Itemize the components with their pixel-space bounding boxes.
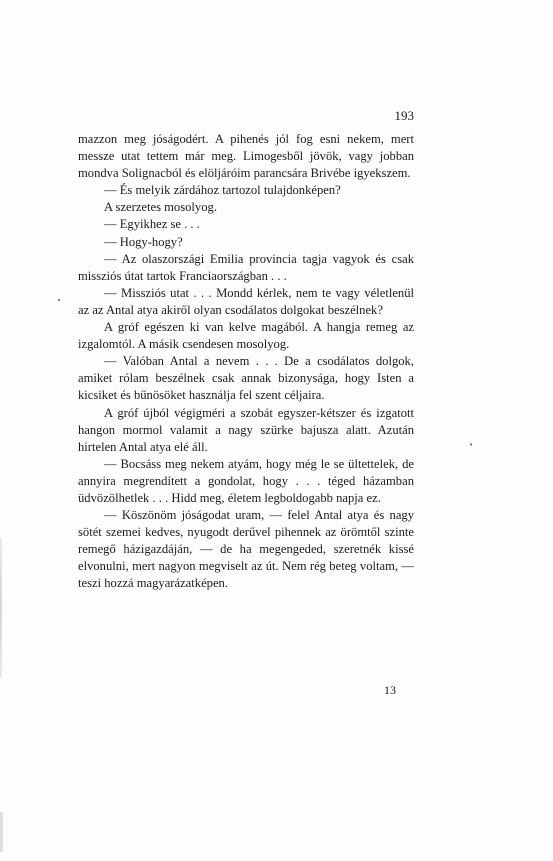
print-speck	[58, 299, 60, 301]
paragraph: A szerzetes mosolyog.	[104, 200, 217, 215]
paragraph: A gróf újból végigméri a szobát egyszer-kétszer és izgatott hangon mormol valamit a nagy szürke bajusza alatt. Azután hirtelen Antal atya elé áll.	[78, 405, 414, 454]
scan-edge-shadow	[0, 812, 3, 852]
paragraph: — Köszönöm jóságodat uram, — felel Antal atya és nagy sötét szemei kedves, nyugodt derűvel pihennek az örömtől szinte remegő házigazdáján, — de ha megengeded, szeretnék kissé elvonulni, mert nagyon megviselt az út. Nem rég beteg voltam, — teszi hozzá magyarázatképen.	[78, 508, 414, 591]
scan-edge-shadow	[0, 538, 2, 678]
paragraph: — Egyikhez se . . .	[104, 217, 200, 232]
paragraph: mazzon meg jóságodért. A pihenés jól fog esni nekem, mert messze utat tettem már meg. Limogesből jövök, vagy jobban mondva Solignacból és elöljáróim parancsára Brivébe igyekszem.	[78, 132, 414, 181]
page-number: 193	[394, 108, 414, 123]
print-speck	[470, 443, 472, 446]
paragraph: — Valóban Antal a nevem . . . De a csodálatos dolgok, amiket rólam beszélnek csak annak bizonysága, hogy Isten a kicsiket és bűnösöket használja fel szent céljaira.	[78, 354, 414, 403]
body-text	[78, 131, 414, 593]
paragraph: — Missziós utat . . . Mondd kérlek, nem te vagy véletlenül az az Antal atya akiről olyan csodálatos dolgokat beszélnek?	[78, 285, 414, 317]
paragraph: A gróf egészen ki van kelve magából. A hangja remeg az izgalomtól. A másik csendesen mosolyog.	[78, 320, 414, 352]
paragraph: — Bocsáss meg nekem atyám, hogy még le se ültettelek, de annyira megrendített a gondolat, hogy . . . téged házamban üdvözölhetlek . . . Hidd meg, életem legboldogabb napja ez.	[78, 456, 414, 505]
paragraph: — Az olaszországi Emilia provincia tagja vagyok és csak missziós útat tartok Franciaországban . . .	[78, 251, 414, 283]
paragraph: — Hogy-hogy?	[104, 234, 183, 249]
signature-mark: 13	[384, 683, 396, 697]
paragraph: — És melyik zárdához tartozol tulajdonképen?	[104, 183, 341, 198]
